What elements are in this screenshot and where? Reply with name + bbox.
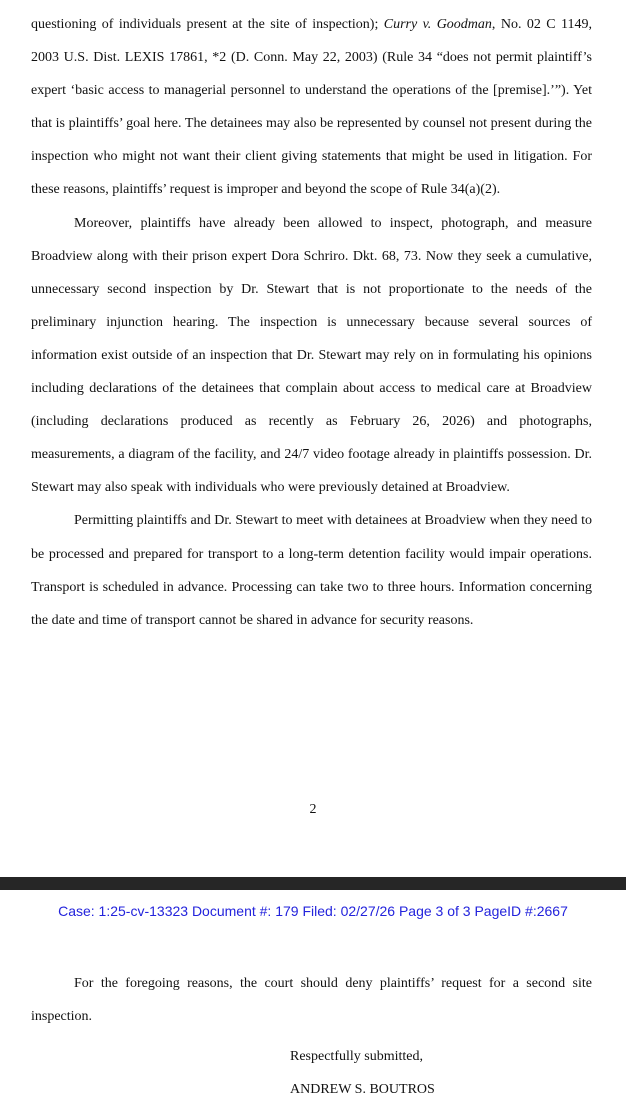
text-segment: questioning of individuals present at the site of inspection); xyxy=(31,17,384,32)
case-name-italic: Curry v. Goodman xyxy=(383,17,492,32)
text-segment: For the foregoing reasons, the court should deny plaintiffs’ request for a second site inspection. xyxy=(31,976,592,1025)
case-header: Case: 1:25-cv-13323 Document #: 179 Filed: 02/27/26 Page 3 of 3 PageID #:2667 xyxy=(58,903,568,919)
paragraph-moreover xyxy=(31,207,592,505)
text-segment: Permitting plaintiffs and Dr. Stewart to meet with detainees at Broadview when they need to be processed and prepared for transport to a long-term detention facility would impair operations. Transport is scheduled in advance. Processing can take two to three hours. Information concerning the date and time of transport cannot be shared in advance for security reasons. xyxy=(31,513,592,628)
document-page-3 xyxy=(0,890,626,1097)
paragraph-conclusion xyxy=(31,967,592,1033)
text-segment: , No. 02 C 1149, 2003 U.S. Dist. LEXIS 17861, *2 (D. Conn. May 22, 2003) (Rule 34 “does not permit plaintiff’s expert ‘basic access to managerial personnel to understand the operations of the [premise].’”). Yet that is plaintiffs’ goal here. The detainees may also be represented by counsel not present during the inspection who might not want their client giving statements that might be used in litigation. For these reasons, plaintiffs’ request is improper and beyond the scope of Rule 34(a)(2). xyxy=(31,17,592,198)
page-number: 2 xyxy=(309,802,317,817)
body-text xyxy=(31,8,592,637)
paragraph-permitting xyxy=(31,504,592,636)
page-separator xyxy=(0,877,626,890)
signer-name: ANDREW S. BOUTROS xyxy=(290,1082,435,1097)
valediction: Respectfully submitted, xyxy=(290,1049,423,1064)
signature-block xyxy=(290,1040,435,1106)
text-segment: Moreover, plaintiffs have already been allowed to inspect, photograph, and measure Broadview along with their prison expert Dora Schriro. Dkt. 68, 73. Now they seek a cumulative, unnecessary second inspection by Dr. Stewart that is not proportionate to the needs of the preliminary injunction hearing. The inspection is unnecessary because several sources of information exist outside of an inspection that Dr. Stewart may rely on in formulating his opinions including declarations of the detainees that complain about access to medical care at Broadview (including declarations produced as recently as February 26, 2026) and photographs, measurements, a diagram of the facility, and 24/7 video footage already in plaintiffs possession. Dr. Stewart may also speak with individuals who were previously detained at Broadview. xyxy=(31,215,592,496)
paragraph-case-citation xyxy=(31,8,592,207)
